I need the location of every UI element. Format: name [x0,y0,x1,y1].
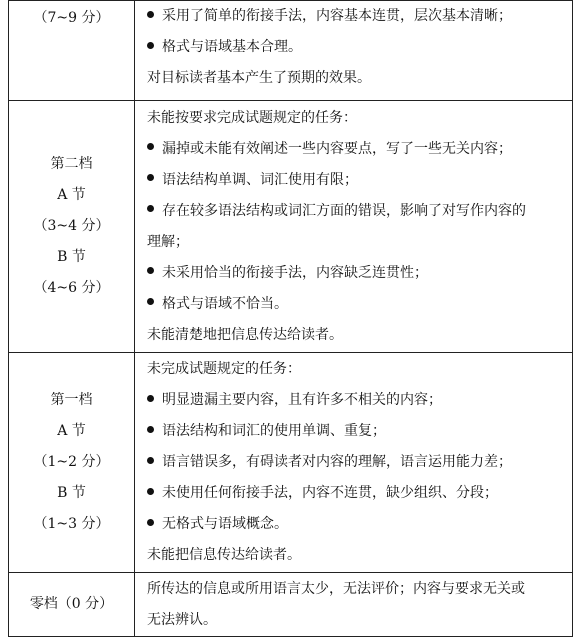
table-row [9,1,573,101]
list-item [147,165,564,196]
section-label: B 节 [57,485,86,501]
bullet-icon [147,143,154,150]
bullet-icon [147,426,154,433]
criterion-text: 语法结构和词汇的使用单调、重复； [162,423,386,439]
description-cell [135,573,573,637]
bullet-icon [147,457,154,464]
bullet-icon [147,267,154,274]
bullet-icon [147,174,154,181]
list-item [147,1,564,32]
criterion-text: 未使用任何衔接手法，内容不连贯，缺少组织、分段； [162,485,498,501]
bullet-icon [147,488,154,495]
intro-text: 未能按要求完成试题规定的任务： [147,109,357,126]
list-item [147,289,564,320]
criterion-continuation: 理解； [147,233,189,250]
criterion-text: 漏掉或未能有效阐述一些内容要点，写了一些无关内容； [162,140,512,157]
level-title: 零档（0 分） [29,596,114,612]
criterion-text: 格式与语域不恰当。 [162,295,288,312]
summary-text: 未能清楚地把信息传达给读者。 [147,326,343,343]
bullet-icon [147,42,154,49]
summary-text: 未能把信息传达给读者。 [147,547,301,563]
list-item [147,478,564,509]
score-range: （4~6 分） [33,280,110,296]
bullet-icon [147,519,154,526]
scoring-rubric-table [8,0,573,637]
level-title: 第一档 [50,392,93,408]
level-cell [9,353,135,573]
score-range: （3~4 分） [33,218,110,234]
criterion-text: 明显遗漏主要内容，且有许多不相关的内容； [162,392,442,408]
description-cell [135,1,573,101]
level-label: （7~9 分） [33,10,110,26]
description-cell [135,101,573,353]
score-range: （1~3 分） [33,516,110,532]
description-text: 所传达的信息或所用语言太少，无法评价；内容与要求无关或 [147,580,525,597]
list-item [147,509,564,540]
level-title: 第二档 [50,156,93,172]
criterion-text: 存在较多语法结构或词汇方面的错误，影响了对写作内容的 [162,202,526,219]
list-item [147,385,564,416]
summary-text: 对目标读者基本产生了预期的效果。 [147,70,371,86]
list-item [147,196,564,227]
criterion-text: 采用了简单的衔接手法，内容基本连贯，层次基本清晰； [162,8,512,24]
criterion-text: 无格式与语域概念。 [162,516,288,532]
bullet-icon [147,298,154,305]
bullet-icon [147,205,154,212]
list-item [147,447,564,478]
level-cell [9,101,135,353]
table-row [9,101,573,353]
criterion-text: 未采用恰当的衔接手法，内容缺乏连贯性； [162,264,428,281]
criterion-text: 语法结构单调、词汇使用有限； [162,171,358,188]
criterion-text: 语言错误多，有碍读者对内容的理解，语言运用能力差； [162,454,512,470]
list-item [147,416,564,447]
section-label: B 节 [57,249,86,265]
section-label: A 节 [57,423,86,439]
description-text: 无法辨认。 [147,611,217,628]
table-row [9,573,573,637]
list-item [147,32,564,63]
level-cell [9,573,135,637]
description-cell [135,353,573,573]
intro-text: 未完成试题规定的任务： [147,361,301,377]
level-cell [9,1,135,101]
list-item [147,134,564,165]
criterion-text: 格式与语域基本合理。 [162,39,302,55]
bullet-icon [147,11,154,18]
score-range: （1~2 分） [33,454,110,470]
list-item [147,258,564,289]
section-label: A 节 [57,187,86,203]
table-row [9,353,573,573]
bullet-icon [147,395,154,402]
